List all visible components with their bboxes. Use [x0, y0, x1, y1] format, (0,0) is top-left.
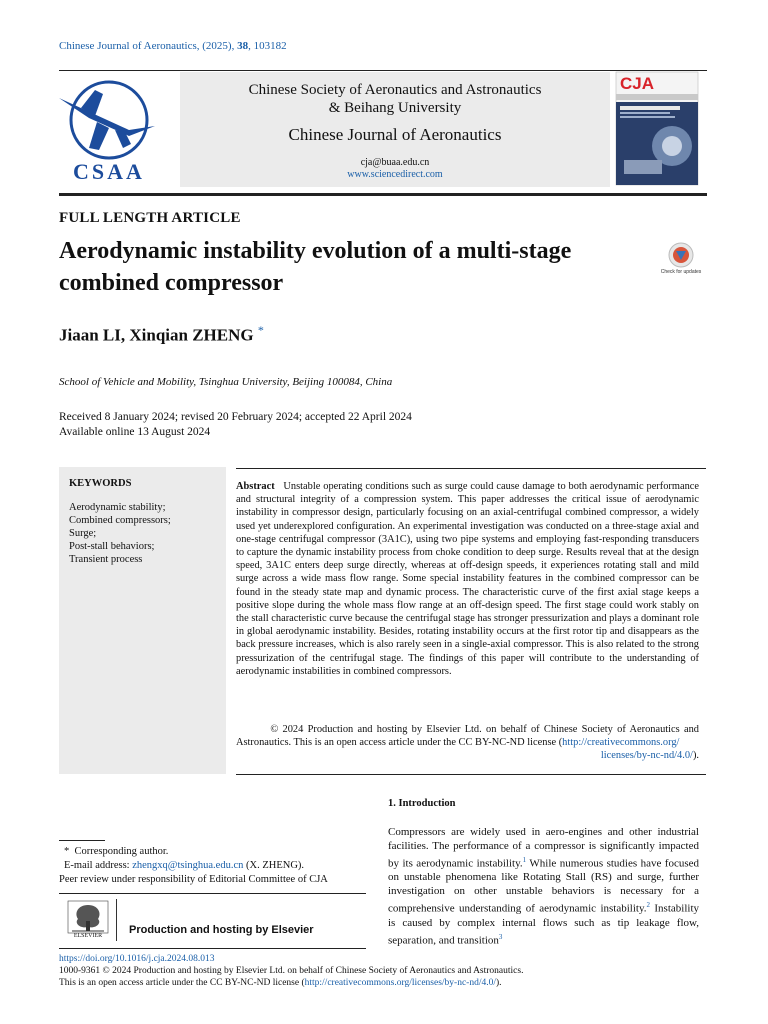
introduction-text — [388, 826, 699, 948]
keyword-item: Post-stall behaviors; — [69, 541, 155, 552]
citation-ref[interactable]: 3 — [498, 932, 503, 941]
available-online-date: Available online 13 August 2024 — [59, 426, 211, 438]
footer-license-link[interactable]: http://creativecommons.org/licenses/by-nc-nd/4.0/ — [304, 978, 496, 988]
license-tail — [236, 749, 699, 762]
elsevier-wordmark: ELSEVIER — [73, 933, 103, 939]
authors — [59, 323, 264, 346]
footnote-corresponding-text: Corresponding author. — [74, 846, 169, 857]
society-line-1: Chinese Society of Aeronautics and Astronautics — [248, 82, 542, 98]
affiliation: School of Vehicle and Mobility, Tsinghua University, Beijing 100084, China — [59, 376, 393, 388]
email-label: E-mail address: — [64, 860, 133, 871]
elsevier-separator — [116, 899, 117, 941]
abstract-text: Unstable operating conditions such as surge could cause damage to both aerodynamic performance and structural integrity of a compression system. This paper addresses the critical issue of aerodynamic instability in compressor design, particularly focusing on an axial-centrifugal combined compressor, a widely used yet underexplored configuration. An experimental investigation was conducted on a three-stage axial and one-stage centrifugal compressor (3A1C), using two pipe systems and employing fast-responding transducers to capture the dynamic instability process from choke condition to deep surge. Results reveal that at the design speed, 3A1C enters deep surge directly, whereas at off-design speeds, it experiences rotating stall and mild surge across a wide mass flow range. Some special instability features in the combined compressor can be found in the steady state map and dynamic process. The characteristic curve of the first axial stage keeps a positive slope during the whole mass flow range at an off-design speed. The first stage could work stably on the stall characteristic curve because the centrifugal stage has stronger pressurization and plays a dominant role in global aerodynamic instability. Besides, rotating instability occurs at the first rotor tip and disappears as the back pressure increases, which is also rarely seen in a single-axial compressor. This is also related to the strong pressurization of the centrifugal stage. The findings of this paper will contribute to the understanding of aerodynamic instabilities in combined compressors. — [236, 481, 699, 677]
author-email-link[interactable]: zhengxq@tsinghua.edu.cn — [132, 860, 244, 871]
citation-ref[interactable]: 2 — [646, 901, 650, 910]
keywords-title: KEYWORDS — [69, 478, 132, 489]
citation-suffix: , 103182 — [248, 40, 287, 52]
journal-name: Chinese Journal of Aeronautics — [288, 125, 502, 144]
author-names: Jiaan LI, Xinqian ZHENG — [59, 325, 254, 345]
corresponding-author-mark[interactable]: * — [257, 323, 264, 337]
header-rule-bottom — [59, 193, 707, 196]
journal-website-link[interactable]: www.sciencedirect.com — [347, 169, 443, 180]
license-link-continued[interactable]: licenses/by-nc-nd/4.0/ — [600, 750, 693, 761]
check-for-updates-icon[interactable] — [660, 242, 702, 282]
oa-prefix: This is an open access article under the CC BY-NC-ND license ( — [59, 978, 305, 988]
crossmark-label: Check for updates — [660, 269, 702, 275]
intro-text: While numerous studies have focused on unstable phenomena like Rotating Stall (RS) and surge, further investigation on other unstable behaviors is necessary for a comprehensive understanding of aerodynamic instability. — [388, 857, 700, 915]
article-title-line-2: combined compressor — [59, 270, 284, 296]
citation-ref[interactable]: 1 — [522, 855, 527, 864]
footnote-email — [64, 860, 304, 871]
footnote-rule — [59, 840, 105, 841]
footnote-peer-review: Peer review under responsibility of Editorial Committee of CJA — [59, 874, 328, 885]
issn-copyright: 1000-9361 © 2024 Production and hosting by Elsevier Ltd. on behalf of Chinese Society of Aeronautics and Astronautics. — [59, 966, 524, 976]
abstract-label: Abstract — [236, 481, 275, 492]
csaa-logo-text: CSAA — [73, 159, 145, 184]
keyword-item: Aerodynamic stability; — [69, 502, 166, 513]
article-title-line-1: Aerodynamic instability evolution of a multi-stage — [59, 238, 572, 264]
elsevier-production-text: Production and hosting by Elsevier — [129, 924, 314, 936]
abstract-rule-bottom — [236, 774, 706, 775]
footnote-corresponding — [64, 846, 168, 857]
journal-citation-link[interactable] — [59, 40, 287, 52]
journal-cover-image[interactable] — [616, 72, 698, 185]
keyword-item: Surge; — [69, 528, 97, 539]
citation-prefix: Chinese Journal of Aeronautics, (2025), — [59, 40, 238, 52]
keyword-item: Transient process — [69, 554, 143, 565]
intro-text: Instability is caused by complex internal flows such as tip leakage flow, separation, and transition — [388, 902, 700, 947]
header-rule-top — [59, 70, 707, 71]
keyword-item: Combined compressors; — [69, 515, 171, 526]
csaa-logo — [59, 78, 159, 186]
abstract-copyright — [236, 723, 699, 749]
intro-text: Compressors are widely used in aero-engines and other industrial facilities. The performance of a compressor is significantly impacted by its aerodynamic instability. — [388, 826, 699, 870]
article-type: FULL LENGTH ARTICLE — [59, 210, 241, 226]
doi-link[interactable]: https://doi.org/10.1016/j.cja.2024.08.013 — [59, 954, 215, 964]
journal-email: cja@buaa.edu.cn — [360, 157, 430, 168]
license-close: ). — [692, 750, 699, 761]
copyright-text: © 2024 Production and hosting by Elsevier Ltd. on behalf of Chinese Society of Aeronautics and Astronautics. This is an open access article under the CC BY-NC-ND license ( — [236, 724, 699, 749]
keywords-box — [59, 467, 226, 774]
open-access-notice — [59, 978, 502, 988]
footnote-mark: * — [64, 846, 70, 857]
society-line-2: & Beihang University — [328, 100, 462, 116]
citation-volume: 38 — [237, 40, 249, 52]
abstract — [236, 480, 699, 678]
license-link[interactable]: http://creativecommons.org/ — [562, 737, 680, 749]
email-suffix: (X. ZHENG). — [243, 860, 305, 871]
received-dates: Received 8 January 2024; revised 20 February 2024; accepted 22 April 2024 — [59, 411, 412, 423]
elsevier-tree-logo — [66, 899, 110, 935]
abstract-rule-top — [236, 468, 706, 469]
oa-suffix: ). — [496, 978, 502, 988]
cover-title: CJA — [620, 74, 655, 93]
section-heading-introduction: 1. Introduction — [388, 798, 456, 809]
